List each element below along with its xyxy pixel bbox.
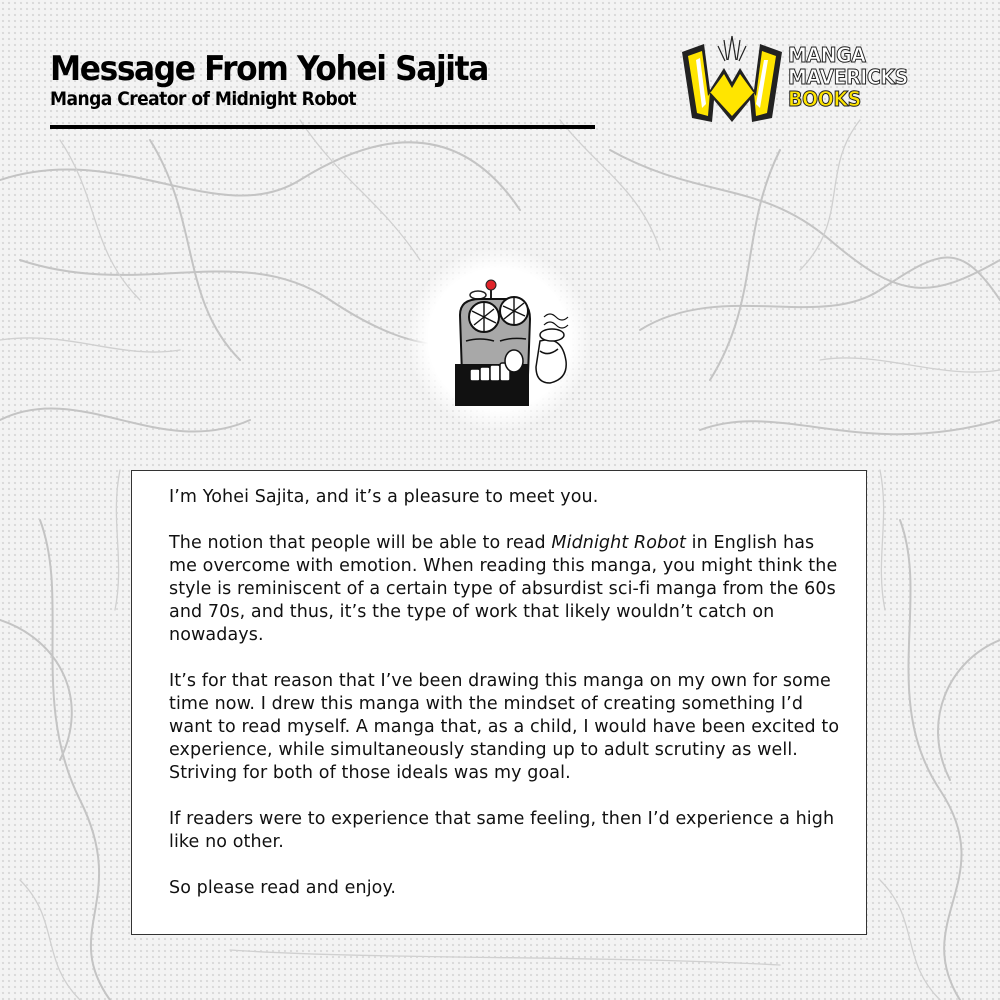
logo-text-mavericks: MAVERICKS xyxy=(788,65,908,89)
logo-emblem-icon xyxy=(680,30,785,130)
header-divider xyxy=(50,125,595,129)
message-paragraph-2-part-1: The notion that people will be able to read xyxy=(169,533,552,553)
page-title: Message From Yohei Sajita xyxy=(50,49,488,89)
logo-text-manga: MANGA xyxy=(788,43,866,67)
page-header xyxy=(50,50,595,110)
message-paragraph-4: If readers were to experience that same feeling, then I’d experience a high like no other. xyxy=(169,809,835,852)
message-paragraph-5: So please read and enjoy. xyxy=(169,878,397,898)
page-subtitle: Manga Creator of Midnight Robot xyxy=(50,88,357,110)
message-paragraph-1: I’m Yohei Sajita, and it’s a pleasure to meet you. xyxy=(169,487,599,507)
message-paragraph-2-part-2: in English has me overcome with emotion. When reading this manga, you might think the style is reminiscent of a certain type of absurdist sci-fi manga from the 60s and 70s, and thus, it’s the type of work that likely wouldn’t catch on nowadays. xyxy=(169,533,838,645)
robot-mascot-illustration xyxy=(440,275,580,415)
message-paragraph-3: It’s for that reason that I’ve been drawing this manga on my own for some time now. I drew this manga with the mindset of creating something I’d want to read myself. A manga that, as a child, I would have been excited to experience, while simultaneously standing up to adult scrutiny as well. Striving for both of those ideals was my goal. xyxy=(169,671,840,783)
logo-text-books: BOOKS xyxy=(788,87,861,111)
publisher-logo xyxy=(680,30,945,130)
message-book-title: Midnight Robot xyxy=(551,533,686,553)
message-paragraph-2 xyxy=(169,532,846,647)
message-box xyxy=(131,470,867,935)
